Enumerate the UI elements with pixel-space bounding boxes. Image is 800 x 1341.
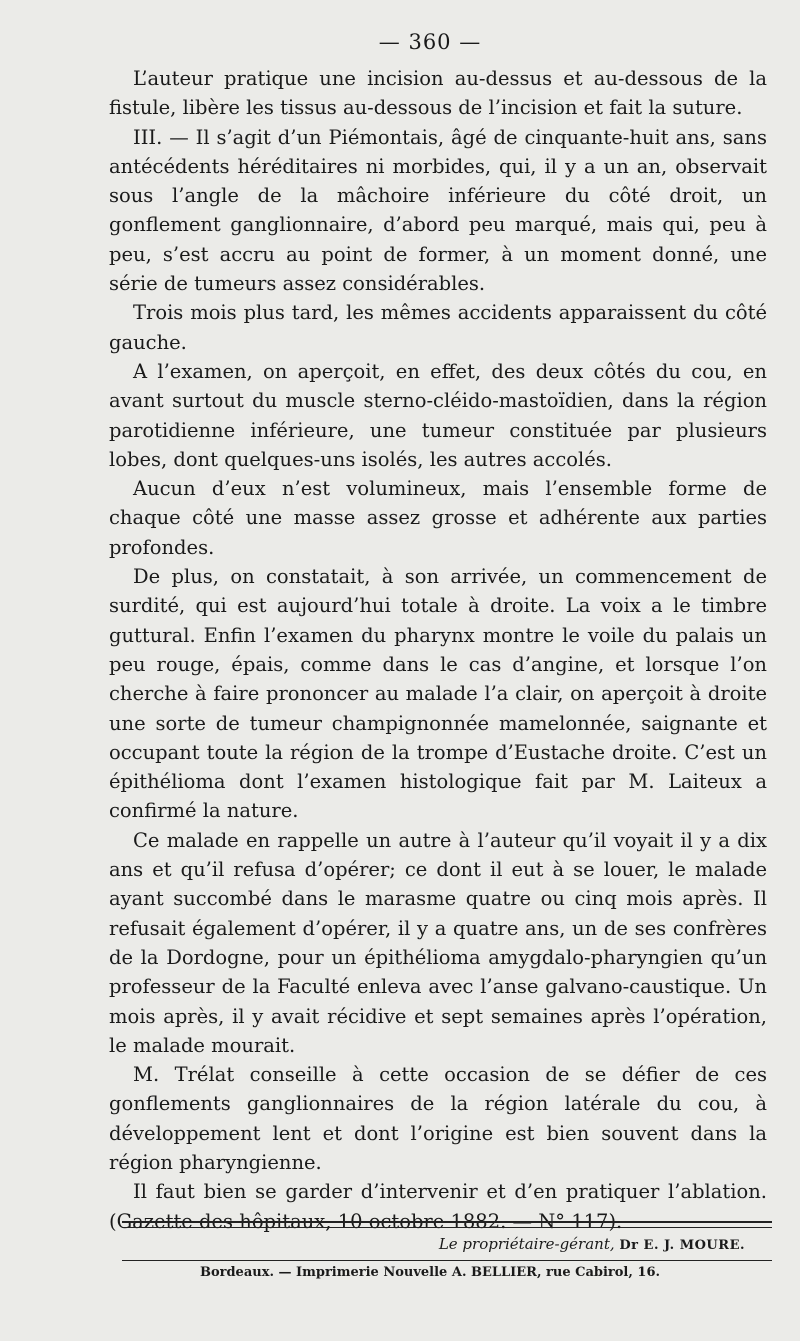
- rule-divider: [122, 1260, 772, 1261]
- paragraph-6: De plus, on constatait, à son arrivée, un commencement de surdité, qui est aujourd’hui totale à droite. La voix a le timbre guttural. Enfin l’examen du pharynx montre le voile du palais un peu rouge, épais, comme dans le cas d’angine, et lorsque l’on cherche à faire prononcer au malade l’a clair, on aperçoit à droite une sorte de tumeur champignonnée mamelonnée, saignante et occupant toute la région de la trompe d’Eustache droite. C’est un épithélioma dont l’examen histologique fait par M. Laiteux a confirmé la nature.: [109, 565, 767, 823]
- paragraph-3: Trois mois plus tard, les mêmes accidents apparaissent du côté gauche.: [109, 301, 767, 354]
- signature-role: Le propriétaire-gérant,: [438, 1235, 615, 1253]
- paragraph-1: L’auteur pratique une incision au-dessus et au-dessous de la fistule, libère les tissus au-dessous de l’incision et fait la suture.: [109, 67, 767, 120]
- article-body: [109, 64, 767, 1236]
- paragraph-7: Ce malade en rappelle un autre à l’auteur qu’il voyait il y a dix ans et qu’il refusa d’opérer; ce dont il eut à se louer, le malade ayant succombé dans le marasme quatre ou cinq mois après. Il refusait également d’opérer, il y a quatre ans, un de ses confrères de la Dordogne, pour un épithélioma amygdalo-pharyngien qu’un professeur de la Faculté enleva avec l’anse galvano-caustique. Un mois après, il y avait récidive et sept semaines après l’opération, le malade mourait.: [109, 828, 767, 1057]
- page-number: — 360 —: [378, 30, 482, 54]
- paragraph-2: III. — Il s’agit d’un Piémontais, âgé de cinquante-huit ans, sans antécédents héréditaires ni morbides, qui, il y a un an, observait sous l’angle de la mâchoire inférieure du côté droit, un gonflement ganglionnaire, d’abord peu marqué, mais qui, peu à peu, s’est accru au point de former, à un moment donné, une série de tumeurs assez considérables.: [109, 125, 767, 296]
- double-rule-divider: [122, 1221, 772, 1228]
- signature-author: Dr E. J. MOURE.: [619, 1238, 745, 1253]
- printer-imprint: Bordeaux. — Imprimerie Nouvelle A. BELLIER, rue Cabirol, 16.: [199, 1265, 661, 1280]
- paragraph-9: Il faut bien se garder d’intervenir et d’en pratiquer l’ablation. (Gazette des hôpitaux, 10 octobre 1882. — N° 117).: [109, 1180, 767, 1233]
- paragraph-5: Aucun d’eux n’est volumineux, mais l’ensemble forme de chaque côté une masse assez grosse et adhérente aux parties profondes.: [109, 477, 767, 559]
- signature-line: [109, 1235, 745, 1253]
- paragraph-8: M. Trélat conseille à cette occasion de se défier de ces gonflements ganglionnaires de la région latérale du cou, à développement lent et dont l’origine est bien souvent dans la région pharyngienne.: [109, 1063, 767, 1174]
- paragraph-4: A l’examen, on aperçoit, en effet, des deux côtés du cou, en avant surtout du muscle sterno-cléido-mastoïdien, dans la région parotidienne inférieure, une tumeur constituée par plusieurs lobes, dont quelques-uns isolés, les autres accolés.: [109, 359, 767, 471]
